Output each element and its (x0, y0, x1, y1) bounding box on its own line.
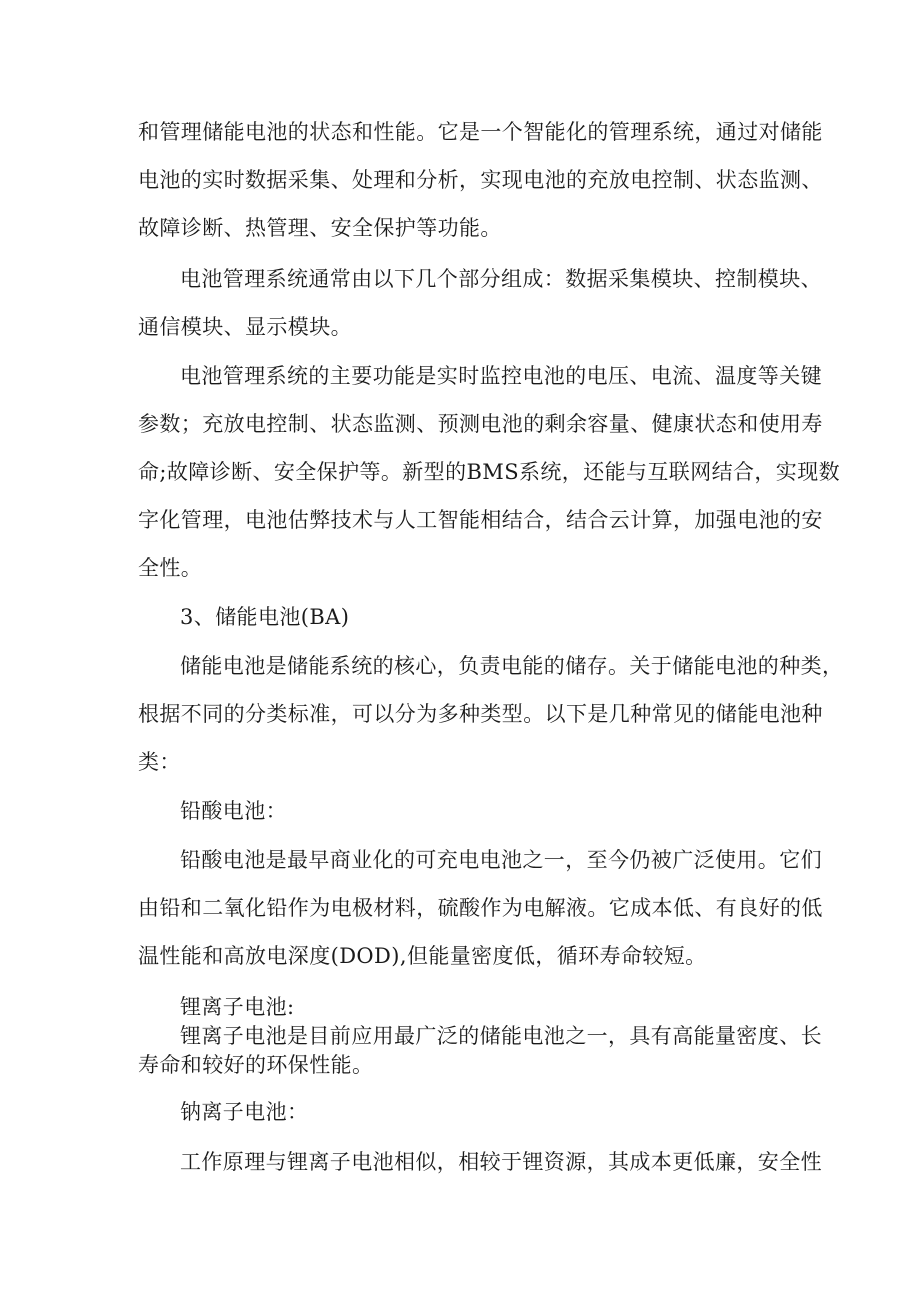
text-line: 全性。 (138, 556, 203, 580)
section-heading: 3、储能电池(BA) (180, 605, 350, 629)
text-line: 电池的实时数据采集、处理和分析，实现电池的充放电控制、状态监测、 (138, 168, 823, 192)
text-line: 参数；充放电控制、状态监测、预测电池的剩余容量、健康状态和使用寿 (138, 412, 823, 436)
text-line: 锂离子电池是目前应用最广泛的储能电池之一，具有高能量密度、长 (180, 1024, 822, 1048)
text-line: 故障诊断、热管理、安全保护等功能。 (138, 216, 502, 240)
text-line: 铅酸电池是最早商业化的可充电电池之一，至今仍被广泛使用。它们 (180, 848, 822, 872)
subheading-lithium: 锂离子电池: (180, 995, 295, 1019)
subheading-sodium: 钠离子电池： (180, 1100, 309, 1124)
text-line: 类： (138, 750, 181, 774)
text-line: 储能电池是储能系统的核心，负责电能的储存。关于储能电池的种类， (180, 654, 844, 678)
text-line: 根据不同的分类标准，可以分为多种类型。以下是几种常见的储能电池种 (138, 702, 823, 726)
text-line: 字化管理，电池估弊技术与人工智能相结合，结合云计算，加强电池的安 (138, 508, 823, 532)
text-line: 通信模块、显示模块。 (138, 315, 352, 339)
text-line: 温性能和高放电深度(DOD),但能量密度低，循环寿命较短。 (138, 944, 707, 968)
text-line: 电池管理系统通常由以下几个部分组成：数据采集模块、控制模块、 (180, 267, 822, 291)
text-line: 命;故障诊断、安全保护等。新型的BMS系统，还能与互联网结合，实现数 (138, 460, 840, 484)
text-line: 工作原理与锂离子电池相似，相较于锂资源，其成本更低廉，安全性 (180, 1150, 822, 1174)
text-line: 和管理储能电池的状态和性能。它是一个智能化的管理系统，通过对储能 (138, 120, 823, 144)
subheading-lead-acid: 铅酸电池： (180, 799, 287, 823)
text-line: 由铅和二氧化铅作为电极材料，硫酸作为电解液。它成本低、有良好的低 (138, 896, 823, 920)
text-line: 寿命和较好的环保性能。 (138, 1053, 374, 1077)
text-line: 电池管理系统的主要功能是实时监控电池的电压、电流、温度等关键 (180, 364, 822, 388)
